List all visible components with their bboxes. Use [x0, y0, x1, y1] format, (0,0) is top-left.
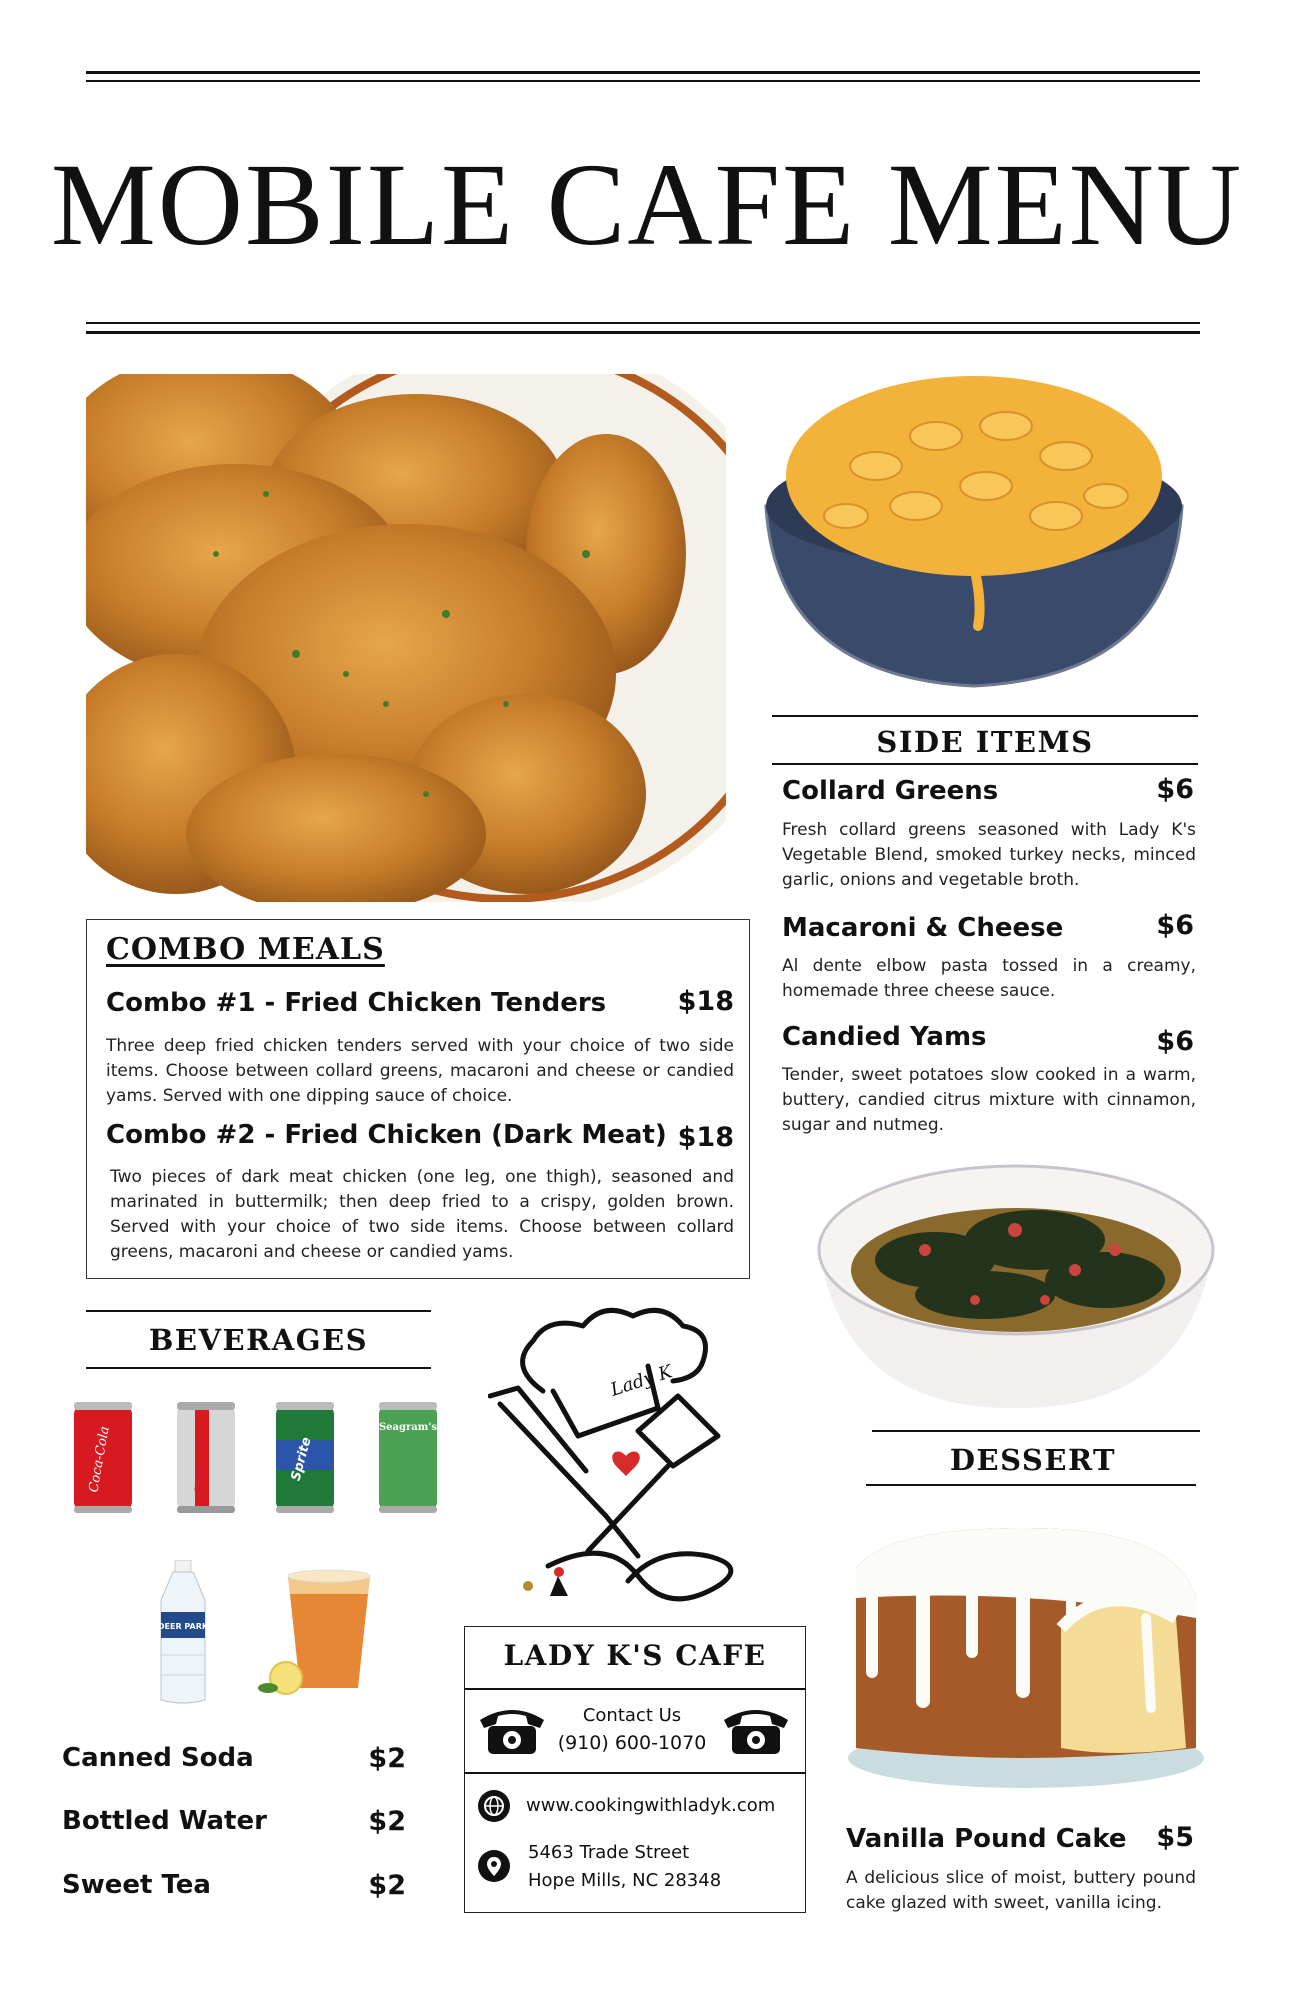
combo-name-1: Combo #1 - Fried Chicken Tenders [106, 988, 607, 1018]
combo-desc-2: Two pieces of dark meat chicken (one leg, one thigh), seasoned and marinated in buttermilk; then deep fried to a crispy, golden brown. Served with your choice of two side items. Choose between collard greens, macaroni and cheese or candied yams. [110, 1167, 734, 1262]
collard-greens-image [815, 1160, 1217, 1410]
sprite-can-label: Sprite [288, 1435, 315, 1483]
side-name-2: Macaroni & Cheese [782, 913, 1064, 943]
fried-chicken-image [86, 374, 726, 902]
title-rule-1 [86, 322, 1200, 324]
side-name-1: Collard Greens [782, 776, 999, 806]
ginger-ale-can-label: Seagram's [378, 1422, 438, 1433]
phone-icon-right [720, 1704, 792, 1756]
combo-desc-1: Three deep fried chicken tenders served with your choice of two side items. Choose between collard greens, macaroni and cheese or candied yams. Served with one dipping sauce of choice. [106, 1036, 734, 1106]
water-bottle-image [153, 1560, 213, 1705]
beverages-heading: BEVERAGES [148, 1323, 369, 1357]
sprite-can-image [274, 1400, 336, 1515]
sides-rule-top [772, 715, 1198, 717]
coke-can-image [72, 1400, 134, 1515]
combo-name-2: Combo #2 - Fried Chicken (Dark Meat) [106, 1120, 667, 1150]
sides-heading: SIDE ITEMS [876, 725, 1094, 759]
side-name-3: Candied Yams [782, 1022, 987, 1052]
location-pin-icon [478, 1850, 510, 1886]
dessert-name: Vanilla Pound Cake [846, 1824, 1127, 1854]
dessert-heading: DESSERT [949, 1443, 1117, 1477]
dessert-price: $5 [1156, 1822, 1194, 1853]
dessert-desc: A delicious slice of moist, buttery pound cake glazed with sweet, vanilla icing. [846, 1868, 1196, 1913]
dessert-rule-bottom [866, 1484, 1196, 1486]
side-price-1: $6 [1156, 774, 1194, 805]
side-price-3: $6 [1156, 1026, 1194, 1057]
coke-can-label: Coca-Cola [86, 1425, 113, 1494]
top-rule-1 [86, 71, 1200, 74]
ginger-ale-can-image [377, 1400, 439, 1515]
combo-price-1: $18 [677, 986, 734, 1017]
menu-title: MOBILE CAFE MENU [50, 139, 1244, 270]
address-line-2: Hope Mills, NC 28348 [528, 1870, 722, 1891]
phone-number[interactable]: (910) 600-1070 [557, 1732, 707, 1754]
dessert-rule-top [872, 1430, 1200, 1432]
beverage-price-2: $2 [368, 1806, 406, 1837]
beverages-rule-top [86, 1310, 431, 1312]
beverages-rule-bottom [86, 1367, 431, 1369]
card-rule-2 [464, 1772, 806, 1774]
beverage-name-2: Bottled Water [62, 1806, 267, 1836]
beverage-name-1: Canned Soda [62, 1743, 254, 1773]
diet-coke-can-image [175, 1400, 237, 1515]
pound-cake-image [846, 1508, 1206, 1798]
side-desc-1: Fresh collard greens seasoned with Lady K's Vegetable Blend, smoked turkey necks, minced garlic, onions and vegetable broth. [782, 820, 1196, 890]
globe-icon [478, 1790, 510, 1822]
website-link[interactable]: www.cookingwithladyk.com [526, 1795, 776, 1816]
macaroni-bowl-image [756, 356, 1192, 694]
diet-coke-can-label: Diet Coke [192, 1426, 212, 1493]
combo-heading: COMBO MEALS [106, 932, 385, 967]
title-rule-2 [86, 331, 1200, 334]
combo-price-2: $18 [677, 1122, 734, 1153]
address-line-1: 5463 Trade Street [528, 1842, 690, 1863]
lady-k-logo [488, 1296, 764, 1616]
side-desc-3: Tender, sweet potatoes slow cooked in a warm, buttery, candied citrus mixture with cinnamon, sugar and nutmeg. [782, 1065, 1196, 1135]
cafe-name: LADY K'S CAFE [503, 1639, 767, 1672]
sides-rule-bottom [772, 763, 1198, 765]
phone-icon-left [476, 1704, 548, 1756]
sweet-tea-image [258, 1568, 378, 1698]
card-rule-1 [464, 1688, 806, 1690]
side-price-2: $6 [1156, 910, 1194, 941]
water-bottle-label: DEER PARK [157, 1622, 209, 1631]
beverage-price-3: $2 [368, 1870, 406, 1901]
top-rule-2 [86, 80, 1200, 82]
beverage-price-1: $2 [368, 1743, 406, 1774]
logo-script: Lady K [608, 1361, 675, 1401]
side-desc-2: Al dente elbow pasta tossed in a creamy, homemade three cheese sauce. [782, 956, 1196, 1001]
beverage-name-3: Sweet Tea [62, 1870, 211, 1900]
contact-label: Contact Us [582, 1705, 682, 1726]
